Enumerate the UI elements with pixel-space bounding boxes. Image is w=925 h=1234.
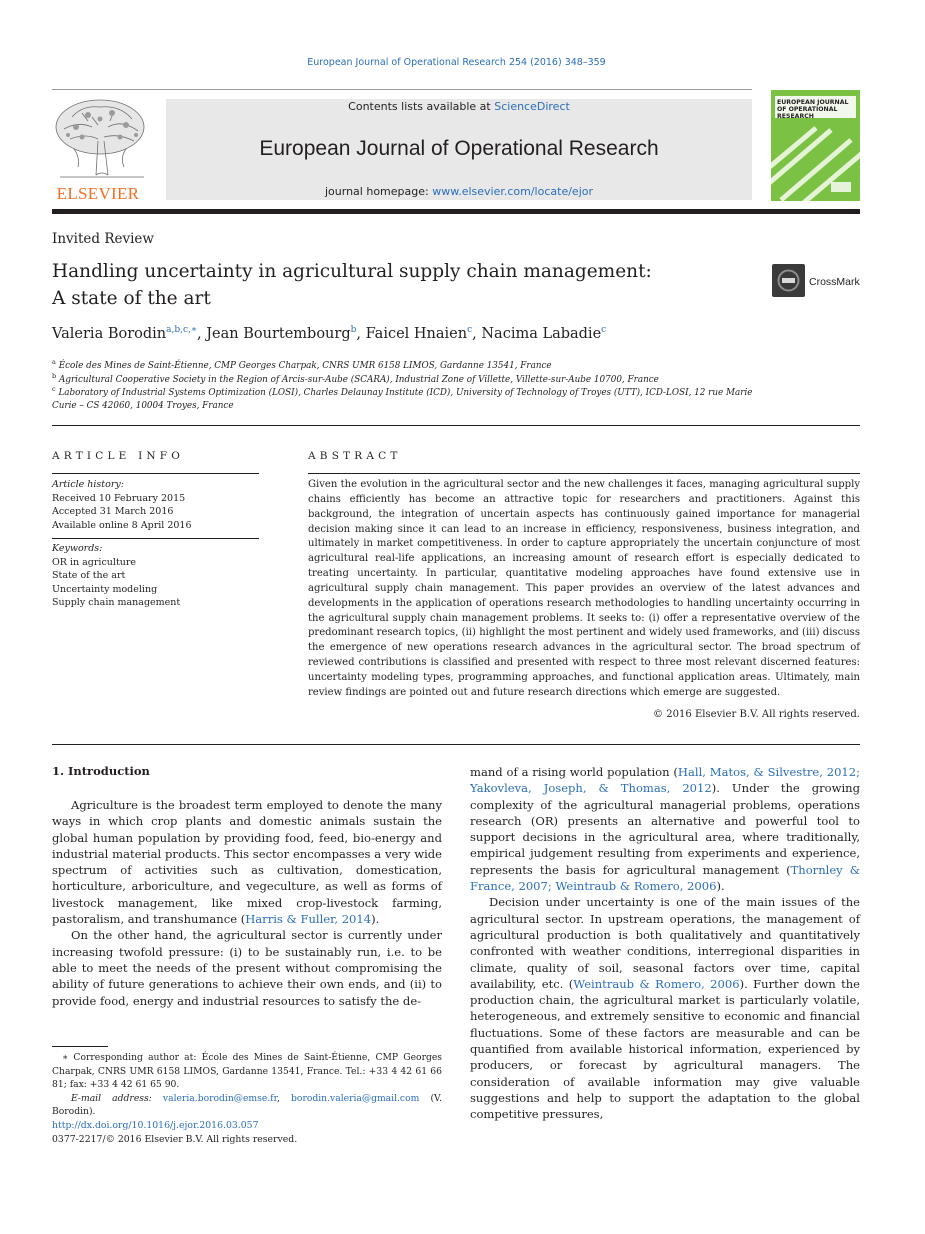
header-thick-rule (52, 209, 860, 214)
author-separator: , (356, 325, 366, 342)
corresponding-author-footnote (52, 1051, 442, 1119)
email-link[interactable]: valeria.borodin@emse.fr (162, 1092, 277, 1104)
keywords-block (52, 542, 180, 610)
homepage-line (166, 185, 752, 198)
paragraph-text: ). (716, 879, 725, 894)
paragraph (470, 894, 860, 1122)
email-suffix: (V. Borodin). (52, 1092, 442, 1117)
keyword-item: Uncertainty modeling (52, 583, 158, 595)
journal-title: European Journal of Operational Research (259, 137, 659, 160)
author-affil-marks[interactable]: a,b,c,∗ (166, 325, 198, 335)
body-column-right (470, 764, 860, 1123)
affiliation-a-text: École des Mines de Saint-Étienne, CMP Georges Charpak, CNRS UMR 6158 LIMOS, Gardanne 13541, France (58, 360, 552, 371)
affiliation-c-text-1: Laboratory of Industrial Systems Optimization (LOSI), Charles Delaunay Institute (ICD), University of Technology of Troyes (UTT), ICD-LOSI, 12 rue Marie (58, 387, 753, 398)
crossmark-label[interactable]: CrossMark (809, 276, 860, 288)
keyword-item: OR in agriculture (52, 556, 137, 568)
paragraph-text: Decision under uncertainty is one of the main issues of the agricultural sector. In upstream operations, the management of agricultural production is both qualitatively and quantitatively confronted with weather conditions, interregional disparities in climate, quality of soil, seasonal factors over time, capital availability, etc. ( (470, 895, 860, 991)
author-name: Valeria Borodin (52, 325, 167, 342)
abstract-copyright: © 2016 Elsevier B.V. All rights reserved. (652, 709, 860, 720)
author-name: Jean Bourtembourg (206, 325, 351, 342)
footnote-email-line (52, 1092, 442, 1119)
paragraph-text: ). Further down the production chain, the agricultural market is particularly volatile, heterogeneous, and extremely sensitive to economic and financial fluctuations. Some of these factors are measurable and can be quantified from available historical information, experienced by producers, or forecast by agricultural managers. The consideration of available information may give valuable suggestions and help to support the adaptation to the global competitive pressures, (470, 976, 860, 1122)
paragraph-text: mand of a rising world population ( (470, 765, 678, 779)
citation-link[interactable]: Harris & Fuller, 2014 (245, 912, 372, 927)
header-rule (52, 89, 752, 90)
email-label: E-mail address: (71, 1092, 152, 1104)
affiliation-b-text: Agricultural Cooperative Society in the Region of Arcis-sur-Aube (SCARA), Industrial Zone of Villette, Villette-sur-Aube 10700, France (58, 374, 659, 385)
article-title-line-1: Handling uncertainty in agricultural supply chain management: (52, 261, 652, 282)
online-date: Available online 8 April 2016 (52, 519, 192, 531)
affiliation-c-text-2: Curie – CS 42060, 10004 Troyes, France (52, 401, 234, 412)
citation-link[interactable]: Hall, Matos, & Silvestre, 2012; Yakovleva, Joseph, & Thomas, 2012 (470, 765, 860, 796)
history-label: Article history: (52, 479, 124, 490)
article-info-heading: ARTICLE INFO (52, 450, 185, 462)
author-list (52, 325, 606, 342)
author-affil-marks[interactable]: c (467, 325, 473, 335)
paragraph (52, 797, 442, 927)
info-rule (52, 538, 259, 539)
paragraph-text: ). Under the growing complexity of the agricultural managerial problems, operations research (OR) presents an alternative and powerful tool to support decisions in the agricultural area, where traditionally, empirical judgement resulting from experiments and experience, represents the basis for agricultural management ( (470, 781, 861, 877)
accepted-date: Accepted 31 March 2016 (52, 506, 174, 517)
article-history (52, 478, 192, 532)
section-rule (52, 425, 860, 426)
abstract-heading: ABSTRACT (308, 450, 402, 462)
affiliation-a: $^a$ École des Mines de Saint-Étienne, CMP Georges Charpak, CNRS UMR 6158 LIMOS, Gardanne 13541, France (52, 358, 552, 371)
contents-line (166, 100, 752, 113)
received-date: Received 10 February 2015 (52, 492, 186, 504)
body-column-left (52, 797, 442, 1009)
article-title-line-2: A state of the art (52, 288, 211, 309)
homepage-prefix: journal homepage: (325, 185, 433, 198)
homepage-link[interactable]: www.elsevier.com/locate/ejor (432, 185, 593, 198)
author-name: Nacima Labadie (481, 325, 602, 342)
section-heading-introduction: 1. Introduction (52, 764, 150, 778)
keyword-item: Supply chain management (52, 597, 181, 608)
affiliation-c: $^c$ Laboratory of Industrial Systems Optimization (LOSI), Charles Delaunay Institute (ICD), University of Technology of Troyes (UTT), ICD-LOSI, 12 rue Marie Curie – CS 42060, 10004 Troyes, France (52, 385, 753, 412)
author-separator: , (472, 325, 482, 342)
contents-prefix: Contents lists available at (348, 100, 495, 113)
abstract-text: Given the evolution in the agricultural sector and the new challenges it faces, managing agricultural supply chains efficiently has become an attractive topic for researchers and practitioners. Against this background, the integration of uncertain aspects has continuously gained importance for managerial decision making since it can lead to an increase in efficiency, responsiveness, business integration, and ultimately in market competitiveness. In order to capture appropriately the uncertain conjuncture of most agricultural real-life applications, an increasing amount of research effort is especially dedicated to treating uncertainty. In particular, quantitative modeling approaches have found extensive use in agricultural supply chain management. This paper provides an overview of the latest advances and developments in the application of operations research methodologies to handling uncertainty occurring in the agricultural supply chain management problems. It seeks to: (i) offer a representative overview of the predominant research topics, (ii) highlight the most pertinent and widely used frameworks, and (iii) discuss the emergence of new operations research advances in the agricultural sector. The broad spectrum of reviewed contributions is classified and presented with respect to three most relevant discerned features: uncertainty modeling types, programming approaches, and functional application areas. Ultimately, main review findings are pointed out and future research directions which emerge are suggested. (308, 479, 860, 698)
keywords-label: Keywords: (52, 543, 103, 554)
abstract-rule (308, 473, 860, 474)
footnote-rule (52, 1046, 108, 1047)
author-affil-marks[interactable]: c (601, 325, 607, 335)
tree-logo-graphic (52, 97, 152, 183)
citation-link[interactable]: Thornley & France, 2007; Weintraub & Romero, 2006 (470, 862, 860, 894)
doi-link[interactable]: http://dx.doi.org/10.1016/j.ejor.2016.03.057 (52, 1120, 259, 1131)
journal-citation[interactable]: European Journal of Operational Research 254 (2016) 348–359 (307, 57, 606, 68)
section-rule (52, 744, 860, 745)
sciencedirect-link[interactable]: ScienceDirect (494, 100, 570, 113)
citation-link[interactable]: Weintraub & Romero, 2006 (573, 976, 740, 991)
author-name: Faicel Hnaien (365, 325, 468, 342)
journal-cover-thumbnail[interactable] (771, 90, 860, 201)
author-affil-marks[interactable]: b (350, 325, 357, 335)
footnote-text: Corresponding author at: École des Mines de Saint-Étienne, CMP Georges Charpak, CNRS UMR 6158 LIMOS, Gardanne 13541, France. Tel.: +33 4 42 61 66 81; fax: +33 4 42 61 65 90. (52, 1052, 442, 1090)
doi-block (52, 1119, 297, 1146)
cover-title: EUROPEAN JOURNAL OF OPERATIONAL RESEARCH (777, 99, 849, 120)
keyword-item: State of the art (52, 570, 126, 581)
affiliation-b: $^b$ Agricultural Cooperative Society in the Region of Arcis-sur-Aube (SCARA), Industrial Zone of Villette, Villette-sur-Aube 10700, France (52, 372, 659, 385)
elsevier-wordmark: ELSEVIER (56, 184, 140, 203)
paragraph: On the other hand, the agricultural sector is currently under increasing twofold pressure: (i) to be sustainably run, i.e. to be able to meet the needs of the present without compromising the ability of future generations to achieve their own ends, and (ii) to provide food, energy and industrial resources to satisfy the de- (52, 928, 442, 1008)
email-link[interactable]: borodin.valeria@gmail.com (291, 1092, 420, 1104)
article-title (52, 258, 752, 312)
article-type: Invited Review (52, 231, 154, 247)
paragraph-text: ). (371, 912, 380, 927)
author-separator: , (197, 325, 207, 342)
footnote-marker: ∗ (62, 1052, 69, 1063)
footnote-line (52, 1051, 442, 1092)
email-separator: , (276, 1092, 292, 1104)
paragraph-text: Agriculture is the broadest term employed to denote the many ways in which crop plants and domestic animals sustain the global human population by providing food, feed, bio-energy and industrial material products. This sector encompasses a very wide spectrum of activities such as cultivation, domestication, horticulture, arboriculture, and vegeculture, as well as forms of livestock management, like mixed crop-livestock farming, pastoralism, and transhumance ( (52, 798, 442, 927)
crossmark-graphic (772, 264, 805, 297)
info-rule (52, 473, 259, 474)
crossmark-icon[interactable] (772, 264, 805, 297)
paragraph (470, 764, 860, 894)
issn-line: 0377-2217/© 2016 Elsevier B.V. All rights reserved. (52, 1133, 298, 1145)
